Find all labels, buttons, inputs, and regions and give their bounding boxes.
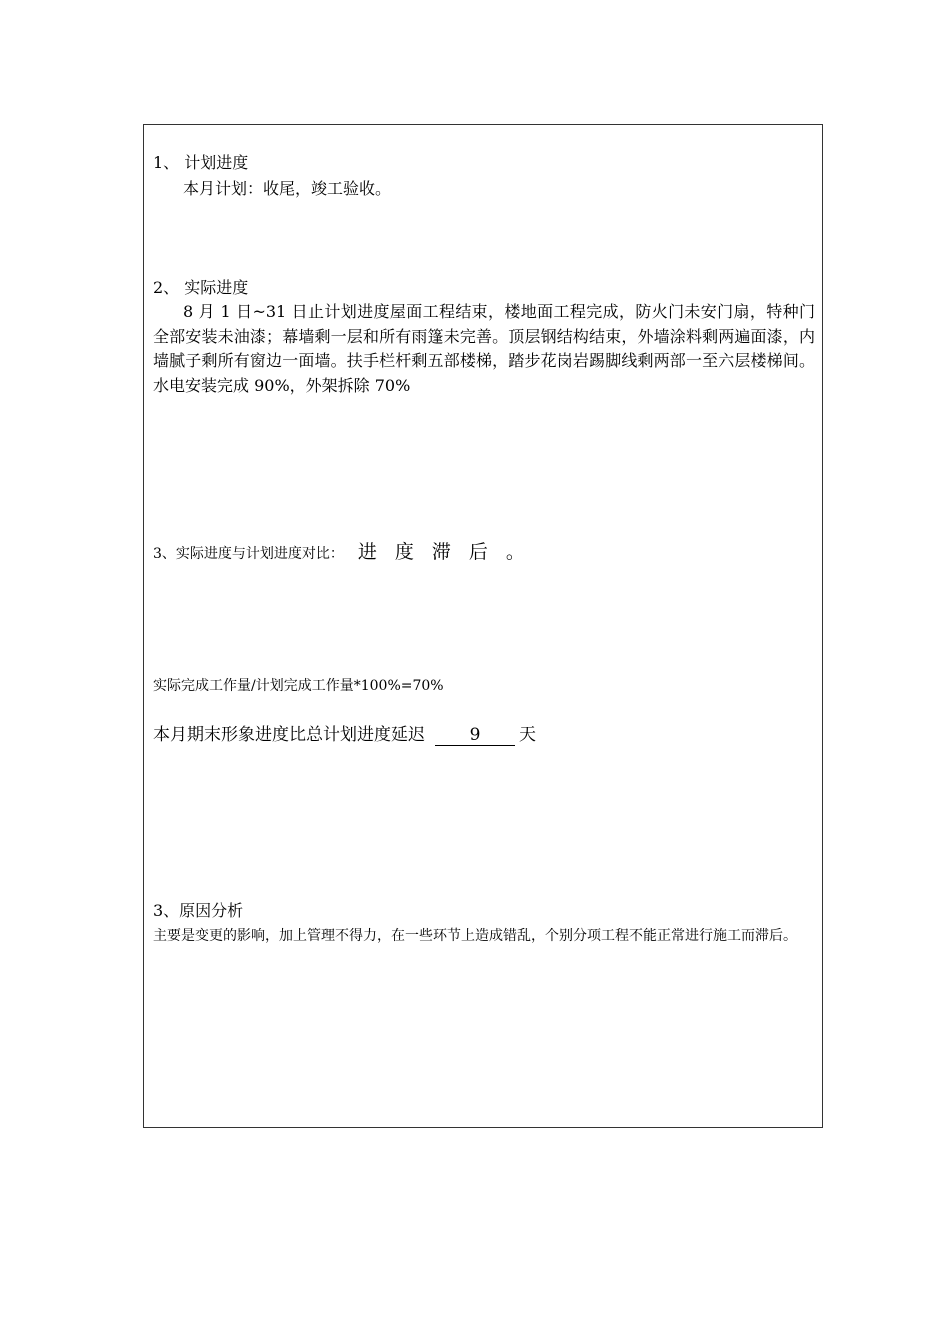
delay-unit: 天 xyxy=(519,725,536,745)
section-actual-body: 8 月 1 日~31 日止计划进度屋面工程结束，楼地面工程完成，防火门未安门扇，特种门全部安装未油漆；幕墙剩一层和所有雨篷未完善。顶层钢结构结束，外墙涂料剩两遍面漆，内墙腻子剩所有窗边一面墙。扶手栏杆剩五部楼梯，踏步花岗岩踢脚线剩两部一至六层楼梯间。水电安装完成 90%，外架拆除 70% xyxy=(153,302,815,395)
section-cause-body: 主要是变更的影响，加上管理不得力，在一些环节上造成错乱，个别分项工程不能正常进行施工而滞后。 xyxy=(153,928,797,944)
section-cause-heading: 3、原因分析 xyxy=(153,901,244,920)
ratio-formula: 实际完成工作量/计划完成工作量*100%=70% xyxy=(153,678,444,694)
delay-label: 本月期末形象进度比总计划进度延迟 xyxy=(153,725,425,745)
section-plan-text: 本月计划：收尾，竣工验收。 xyxy=(183,179,392,198)
section-compare-heading: 3、实际进度与计划进度对比： xyxy=(153,546,344,562)
section-actual-heading: 2、 实际进度 xyxy=(153,278,249,297)
delay-days-value: 9 xyxy=(435,727,515,746)
compare-conclusion: 进度滞后。 xyxy=(357,541,543,563)
section-plan-heading: 1、 计划进度 xyxy=(153,153,249,172)
report-frame xyxy=(143,124,823,1128)
section-compare-line xyxy=(153,543,543,562)
delay-line xyxy=(153,727,536,746)
